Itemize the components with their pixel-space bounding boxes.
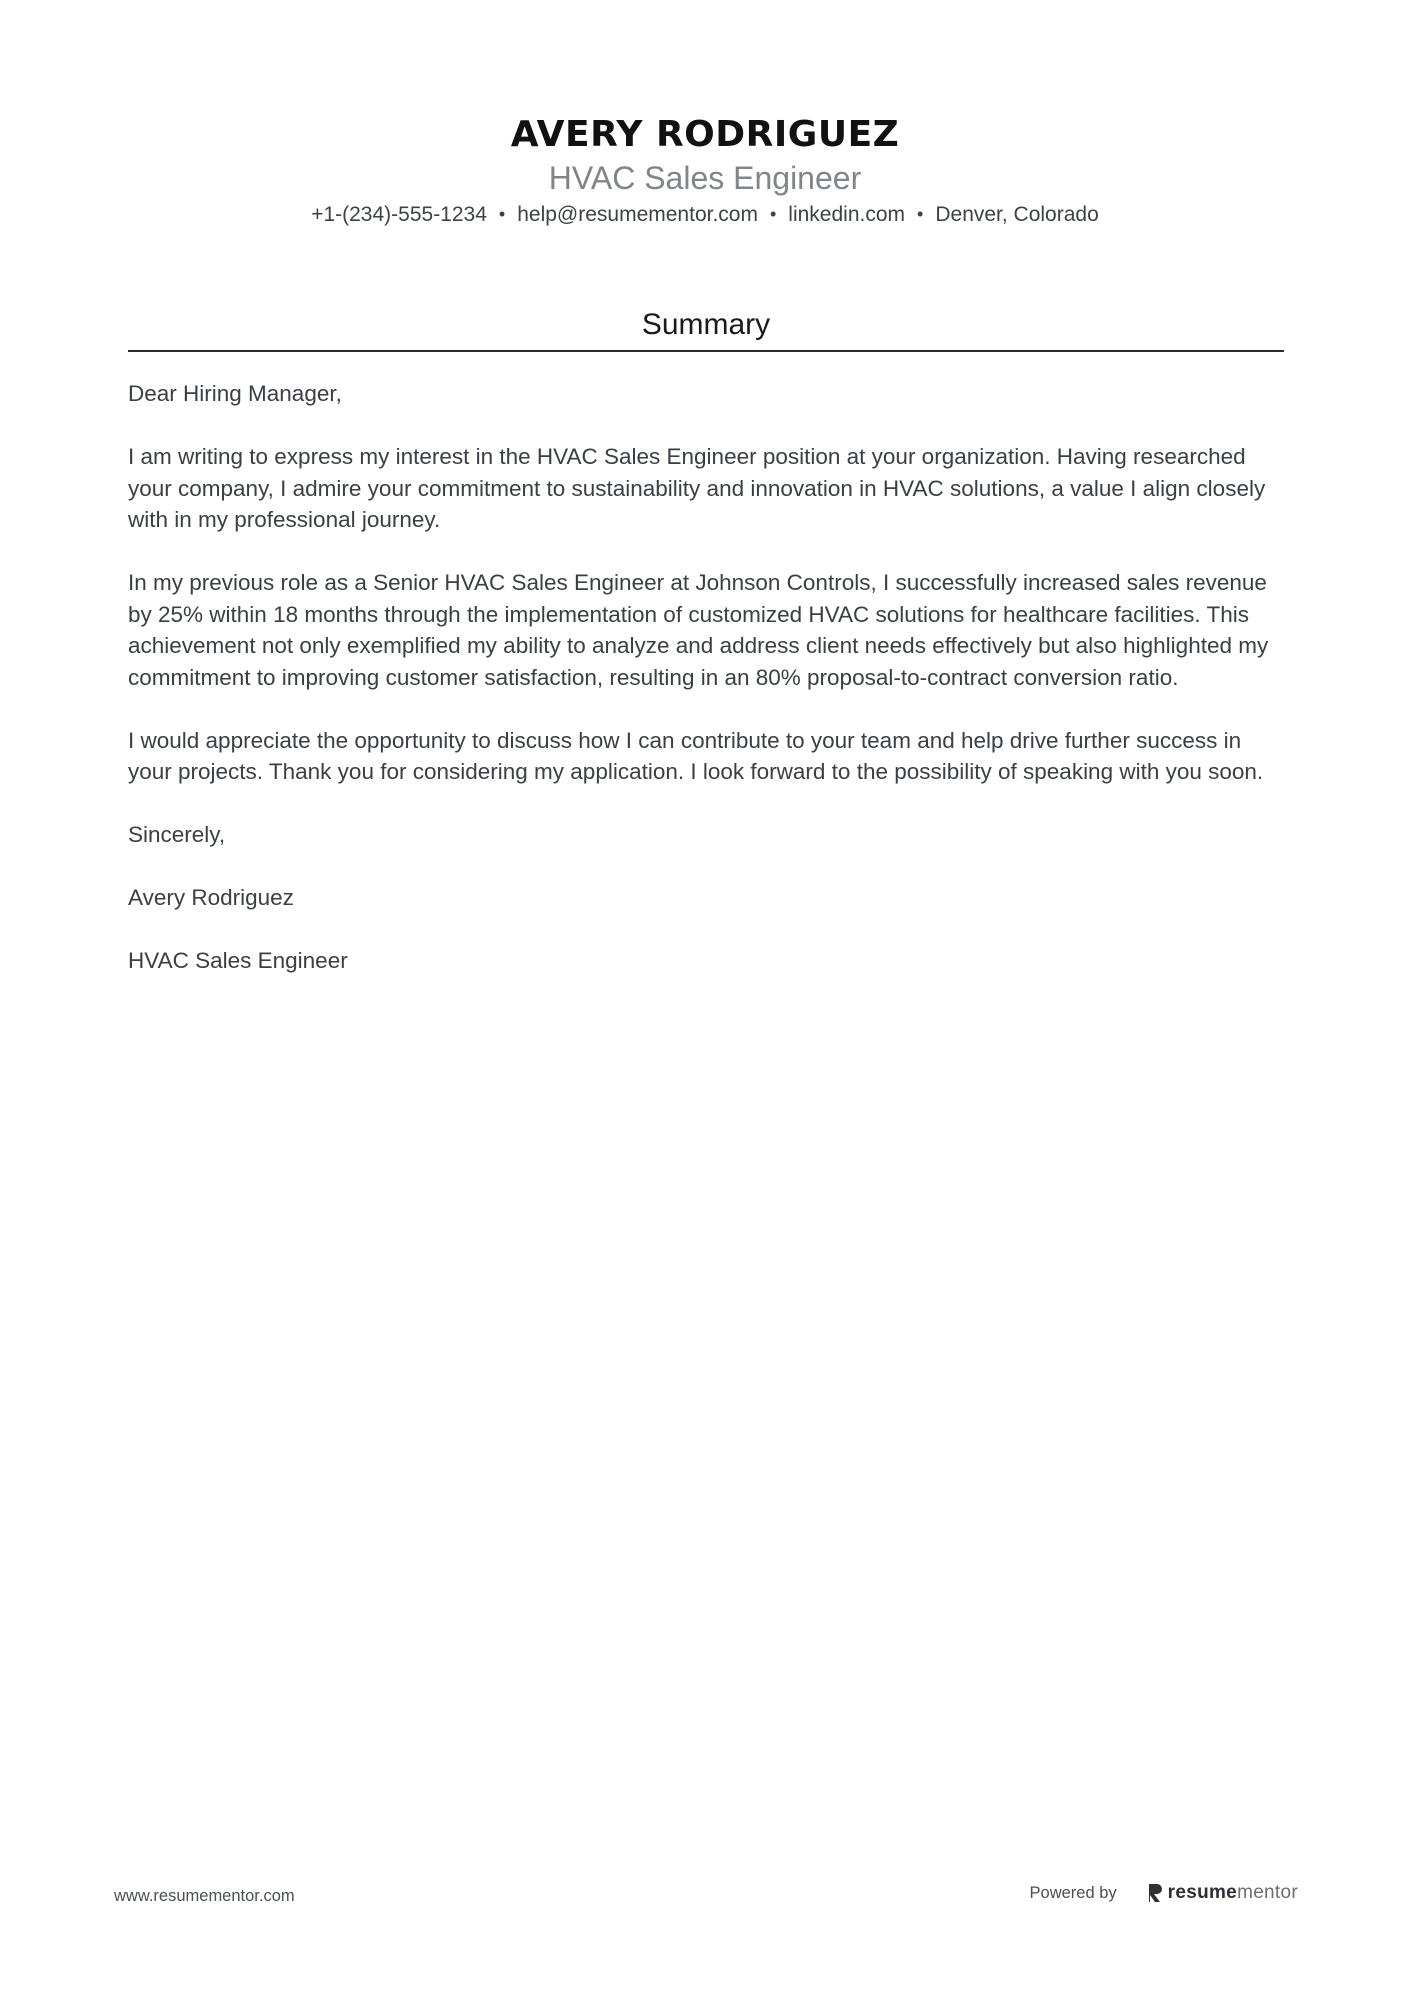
letter-paragraph: I would appreciate the opportunity to discuss how I can contribute to your team and help drive further success in your projects. Thank you for considering my application. I look forward to the possibility of speaking with you soon.: [128, 727, 1264, 784]
letter-paragraph: I am writing to express my interest in the HVAC Sales Engineer position at your organization. Having researched your company, I admire your commitment to sustainability and innovation in HVAC solutions, a value I align closely with in my professional journey.: [128, 444, 1266, 532]
brand-name-part2: mentor: [1237, 1882, 1298, 1903]
signature-name: Avery Rodriguez: [128, 885, 294, 910]
closing: Sincerely,: [128, 822, 226, 847]
footer-branding: [1030, 1882, 1298, 1904]
contact-phone: +1-(234)-555-1234: [311, 203, 487, 226]
contact-location: Denver, Colorado: [935, 203, 1099, 226]
salutation: Dear Hiring Manager,: [128, 381, 342, 406]
section-title: Summary: [641, 308, 771, 341]
signature-title: HVAC Sales Engineer: [128, 948, 348, 973]
contact-email[interactable]: help@resumementor.com: [517, 203, 758, 226]
cover-letter-body: [128, 378, 1284, 1008]
letter-paragraph: In my previous role as a Senior HVAC Sales Engineer at Johnson Controls, I successfully increased sales revenue by 25% within 18 months through the implementation of customized HVAC solutions for healthcare facilities. This achievement not only exemplified my ability to analyze and address client needs effectively but also highlighted my commitment to improving customer satisfaction, resulting in an 80% proposal-to-contract conversion ratio.: [128, 570, 1269, 690]
separator-dot: •: [917, 204, 924, 224]
resumementor-logo-icon: [1147, 1883, 1163, 1903]
resume-header: [0, 112, 1410, 231]
candidate-name: AVERY RODRIGUEZ: [510, 114, 900, 155]
separator-dot: •: [498, 204, 506, 224]
separator-dot: •: [769, 204, 777, 224]
section-divider: [128, 350, 1284, 352]
brand-logo[interactable]: [1147, 1882, 1298, 1904]
powered-by-label: Powered by: [1029, 1883, 1117, 1902]
contact-linkedin[interactable]: linkedin.com: [788, 203, 906, 226]
candidate-title: HVAC Sales Engineer: [548, 160, 862, 196]
brand-name-part1: resume: [1167, 1882, 1238, 1903]
contact-line: [0, 198, 1410, 231]
footer-website[interactable]: www.resumementor.com: [114, 1887, 295, 1905]
